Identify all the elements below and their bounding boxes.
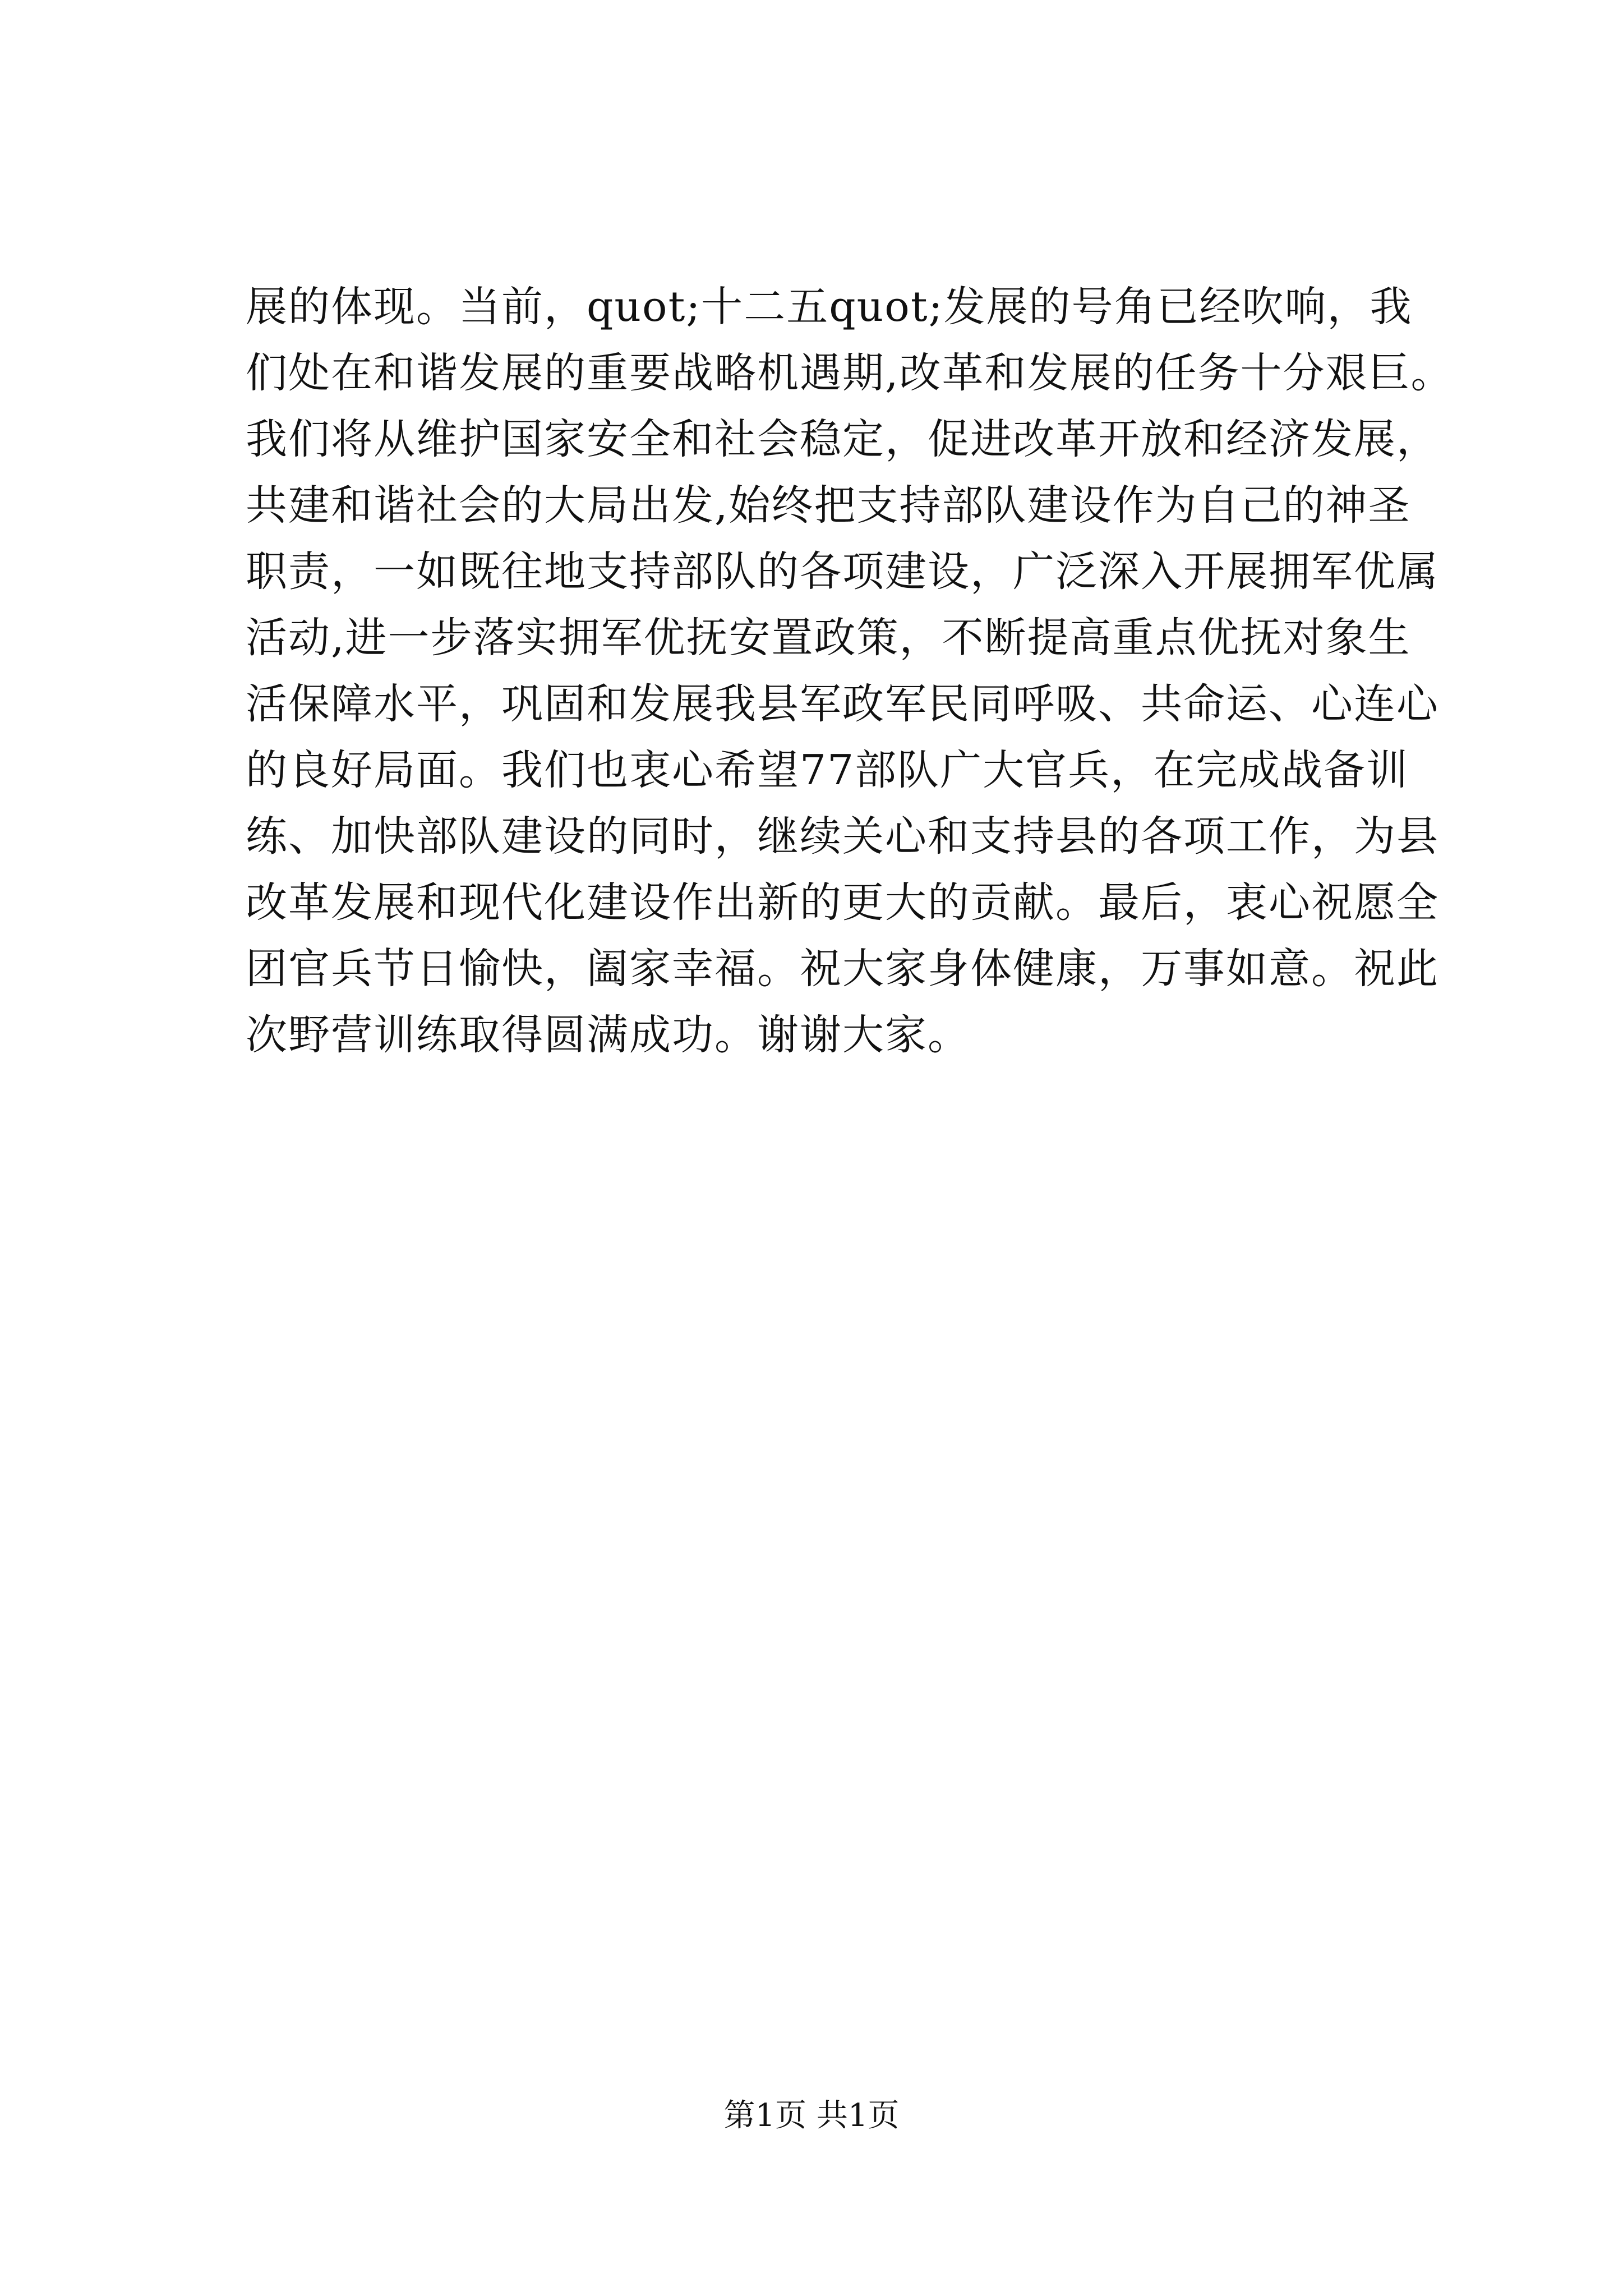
text-line: 练、加快部队建设的同时，继续关心和支持县的各项工作，为县 <box>246 812 1439 861</box>
text-line: 们处在和谐发展的重要战略机遇期,改革和发展的任务十分艰巨。 <box>246 349 1454 397</box>
text-line: 次野营训练取得圆满成功。谢谢大家。 <box>246 1011 970 1059</box>
page-number-footer: 第1页 共1页 <box>723 2097 900 2134</box>
body-text <box>246 274 1536 1068</box>
text-line: 共建和谐社会的大局出发,始终把支持部队建设作为自己的神圣 <box>246 481 1411 530</box>
text-line: 改革发展和现代化建设作出新的更大的贡献。最后，衷心祝愿全 <box>246 878 1439 927</box>
text-line: 活动,进一步落实拥军优抚安置政策，不断提高重点优抚对象生 <box>246 614 1411 662</box>
text-line: 我们将从维护国家安全和社会稳定，促进改革开放和经济发展， <box>246 415 1439 463</box>
text-line: 展的体现。当前，quot;十二五quot;发展的号角已经吹响，我 <box>246 283 1413 331</box>
text-line: 活保障水平，巩固和发展我县军政军民同呼吸、共命运、心连心 <box>246 680 1439 728</box>
text-line: 团官兵节日愉快，阖家幸福。祝大家身体健康，万事如意。祝此 <box>246 945 1439 993</box>
text-line: 职责，一如既往地支持部队的各项建设，广泛深入开展拥军优属 <box>246 547 1439 596</box>
text-line: 的良好局面。我们也衷心希望77部队广大官兵，在完成战备训 <box>246 746 1409 794</box>
